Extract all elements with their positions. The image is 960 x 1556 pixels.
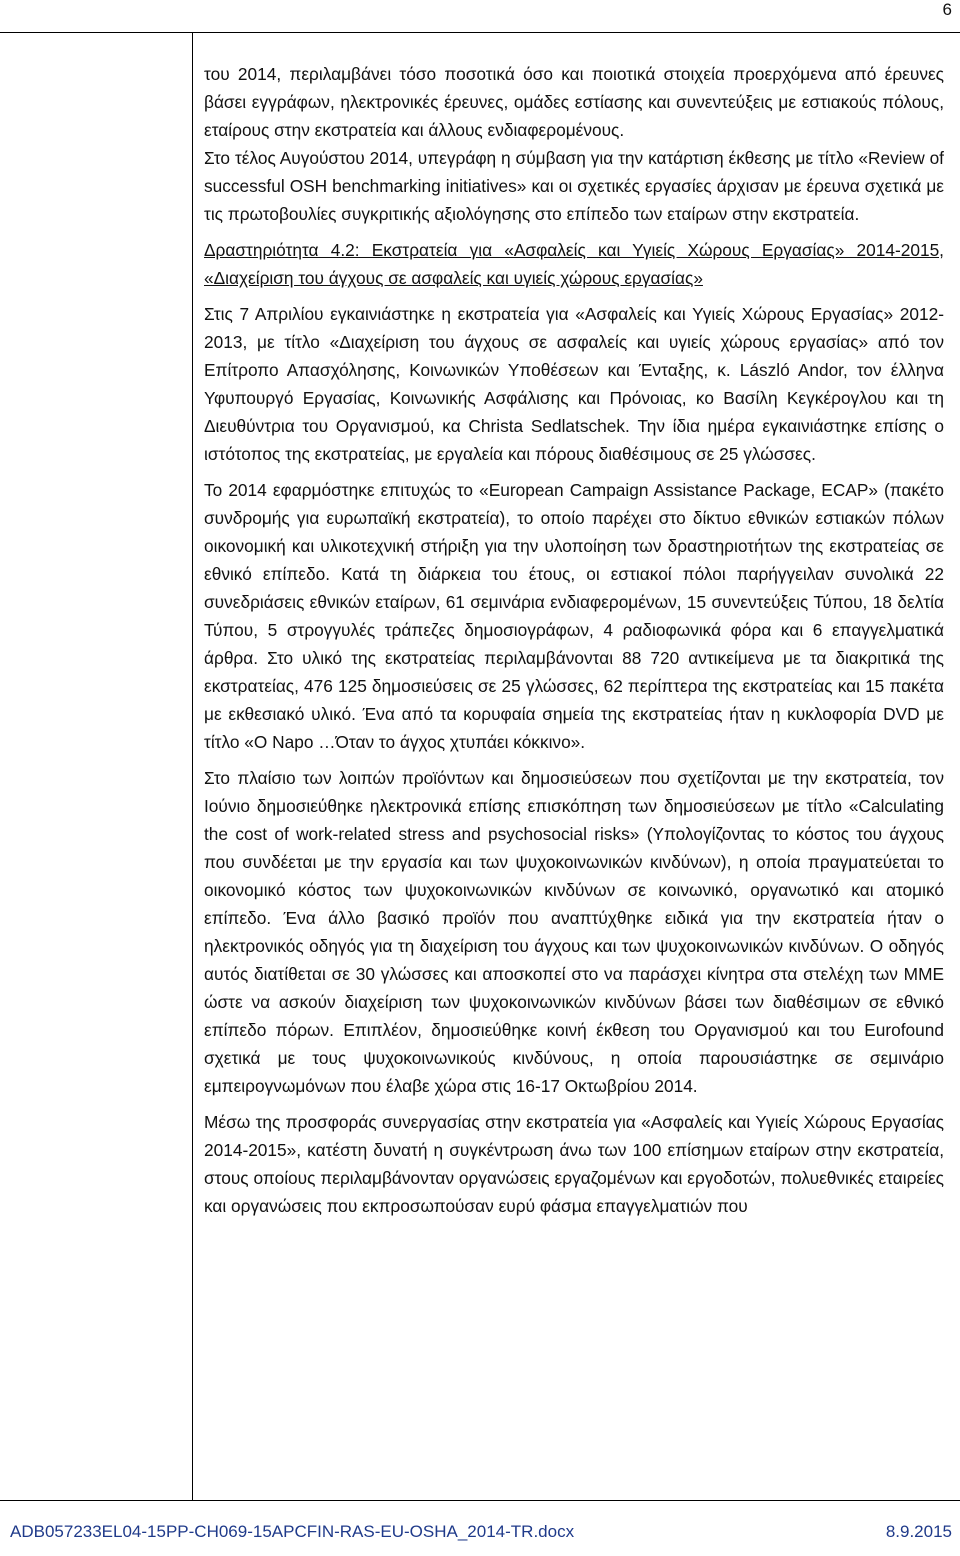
footer-date: 8.9.2015 xyxy=(885,1522,952,1541)
paragraph-benchmarking-report: Στο τέλος Αυγούστου 2014, υπεγράφη η σύμβαση για την κατάρτιση έκθεσης με τίτλο «Review of successful OSH benchmarking initiatives» και οι σχετικές εργασίες άρχισαν με έρευνα σχετικά με τις πρωτοβουλίες συγκριτικής αξιολόγησης στο επίπεδο των εταίρων στην εκστρατεία. xyxy=(204,148,944,224)
top-rule xyxy=(0,32,960,33)
paragraph-ecap: Το 2014 εφαρμόστηκε επιτυχώς το «European Campaign Assistance Package, ECAP» (πακέτο συνδρομής για ευρωπαϊκή εκστρατεία), το οποίο παρέχει στο δίκτυο εθνικών εστιακών πόλων οικονομική και υλικοτεχνική στήριξη για την υλοποίηση των δραστηριοτήτων της εκστρατείας σε εθνικό επίπεδο. Κατά τη διάρκεια του έτους, οι εστιακοί πόλοι παρήγγειλαν συνολικά 22 συνεδριάσεις εθνικών εταίρων, 61 σεμινάρια ενδιαφερομένων, 15 συνεντεύξεις Τύπου, 18 δελτία Τύπου, 5 στρογγυλές τράπεζες δημοσιογράφων, 4 ραδιοφωνικά φόρα και 6 επαγγελματικά άρθρα. Στο υλικό της εκστρατείας περιλαμβάνονται 88 720 αντικείμενα με τα διακριτικά της εκστρατείας, 476 125 δημοσιεύσεις σε 25 γλώσσες, 62 περίπτερα της εκστρατείας και 15 πακέτα με εκθεσιακό υλικό. Ένα από τα κορυφαία σημεία της εκστρατείας ήταν η κυκλοφορία DVD με τίτλο «Ο Napo …Όταν το άγχος χτυπάει κόκκινο». xyxy=(204,480,944,752)
footer-document-id: ADB057233EL04-15PP-CH069-15APCFIN-RAS-EU-OSHA_2014-TR.docx xyxy=(10,1522,575,1541)
paragraph-campaign-launch: Στις 7 Απριλίου εγκαινιάστηκε η εκστρατεία για «Ασφαλείς και Υγιείς Χώρους Εργασίας» 2012-2013, με τίτλο «Διαχείριση του άγχους σε ασφαλείς και υγιείς χώρους εργασίας» από τον Επίτροπο Απασχόλησης, Κοινωνικών Υποθέσεων και Ένταξης, κ. László Andor, τον έλληνα Υφυπουργό Εργασίας, Κοινωνικής Ασφάλισης και Πρόνοιας, κο Βασίλη Κεγκέρογλου και τη Διευθύντρια του Οργανισμού, κα Christa Sedlatschek. Την ίδια ημέρα εγκαινιάστηκε επίσης ο ιστότοπος της εκστρατείας, με εργαλεία και πόρους διαθέσιμους σε 25 γλώσσες. xyxy=(204,304,944,464)
left-margin-rule xyxy=(192,32,193,1500)
activity-heading: Δραστηριότητα 4.2: Εκστρατεία για «Ασφαλείς και Υγιείς Χώρους Εργασίας» 2014-2015, «Διαχείριση του άγχους σε ασφαλείς και υγιείς χώρους εργασίας» xyxy=(204,240,944,288)
paragraph-publications: Στο πλαίσιο των λοιπών προϊόντων και δημοσιεύσεων που σχετίζονται με την εκστρατεία, τον Ιούνιο δημοσιεύθηκε ηλεκτρονικά επίσης επισκόπηση των δημοσιεύσεων με τίτλο «Calculating the cost of work-related stress and psychosocial risks» (Υπολογίζοντας το κόστος του άγχους που συνδέεται με την εργασία και των ψυχοκοινωνικών κινδύνων), η οποία πραγματεύεται το οικονομικό κόστος των ψυχοκοινωνικών κινδύνων σε κοινωνικό, οργανωτικό και ατομικό επίπεδο. Ένα άλλο βασικό προϊόν που αναπτύχθηκε ειδικά για την εκστρατεία ήταν ο ηλεκτρονικός οδηγός για τη διαχείριση του άγχους και των ψυχοκοινωνικών κινδύνων. Ο οδηγός αυτός διατίθεται σε 30 γλώσσες και αποσκοπεί στο να παράσχει κίνητρα στα στελέχη των ΜΜΕ ώστε να ασκούν διαχείριση των ψυχοκοινωνικών κινδύνων βάσει των διαθέσιμων σε εθνικό επίπεδο πόρων. Επιπλέον, δημοσιεύθηκε κοινή έκθεση του Οργανισμού και του Eurofound σχετικά με τους ψυχοκοινωνικούς κινδύνους, η οποία παρουσιάστηκε σε σεμινάριο εμπειρογνωμόνων που έλαβε χώρα στις 16-17 Οκτωβρίου 2014. xyxy=(204,768,944,1096)
paragraph-partnership: Μέσω της προσφοράς συνεργασίας στην εκστρατεία για «Ασφαλείς και Υγιείς Χώρους Εργασίας 2014-2015», κατέστη δυνατή η συγκέντρωση άνω των 100 επίσημων εταίρων στην εκστρατεία, στους οποίους περιλαμβάνονταν οργανώσεις εργαζομένων και εργοδοτών, πολυεθνικές εταιρείες και οργανώσεις που εκπροσωπούσαν ευρύ φάσμα επαγγελματιών που xyxy=(204,1112,944,1216)
page-number: 6 xyxy=(942,0,952,19)
bottom-rule xyxy=(0,1500,960,1501)
paragraph-intro-continuation: του 2014, περιλαμβάνει τόσο ποσοτικά όσο και ποιοτικά στοιχεία προερχόμενα από έρευνες βάσει εγγράφων, ηλεκτρονικές έρευνες, ομάδες εστίασης και συνεντεύξεις με εστιακούς πόλους, εταίρους στην εκστρατεία και άλλους ενδιαφερομένους. xyxy=(204,64,944,140)
document-body xyxy=(204,60,944,1228)
